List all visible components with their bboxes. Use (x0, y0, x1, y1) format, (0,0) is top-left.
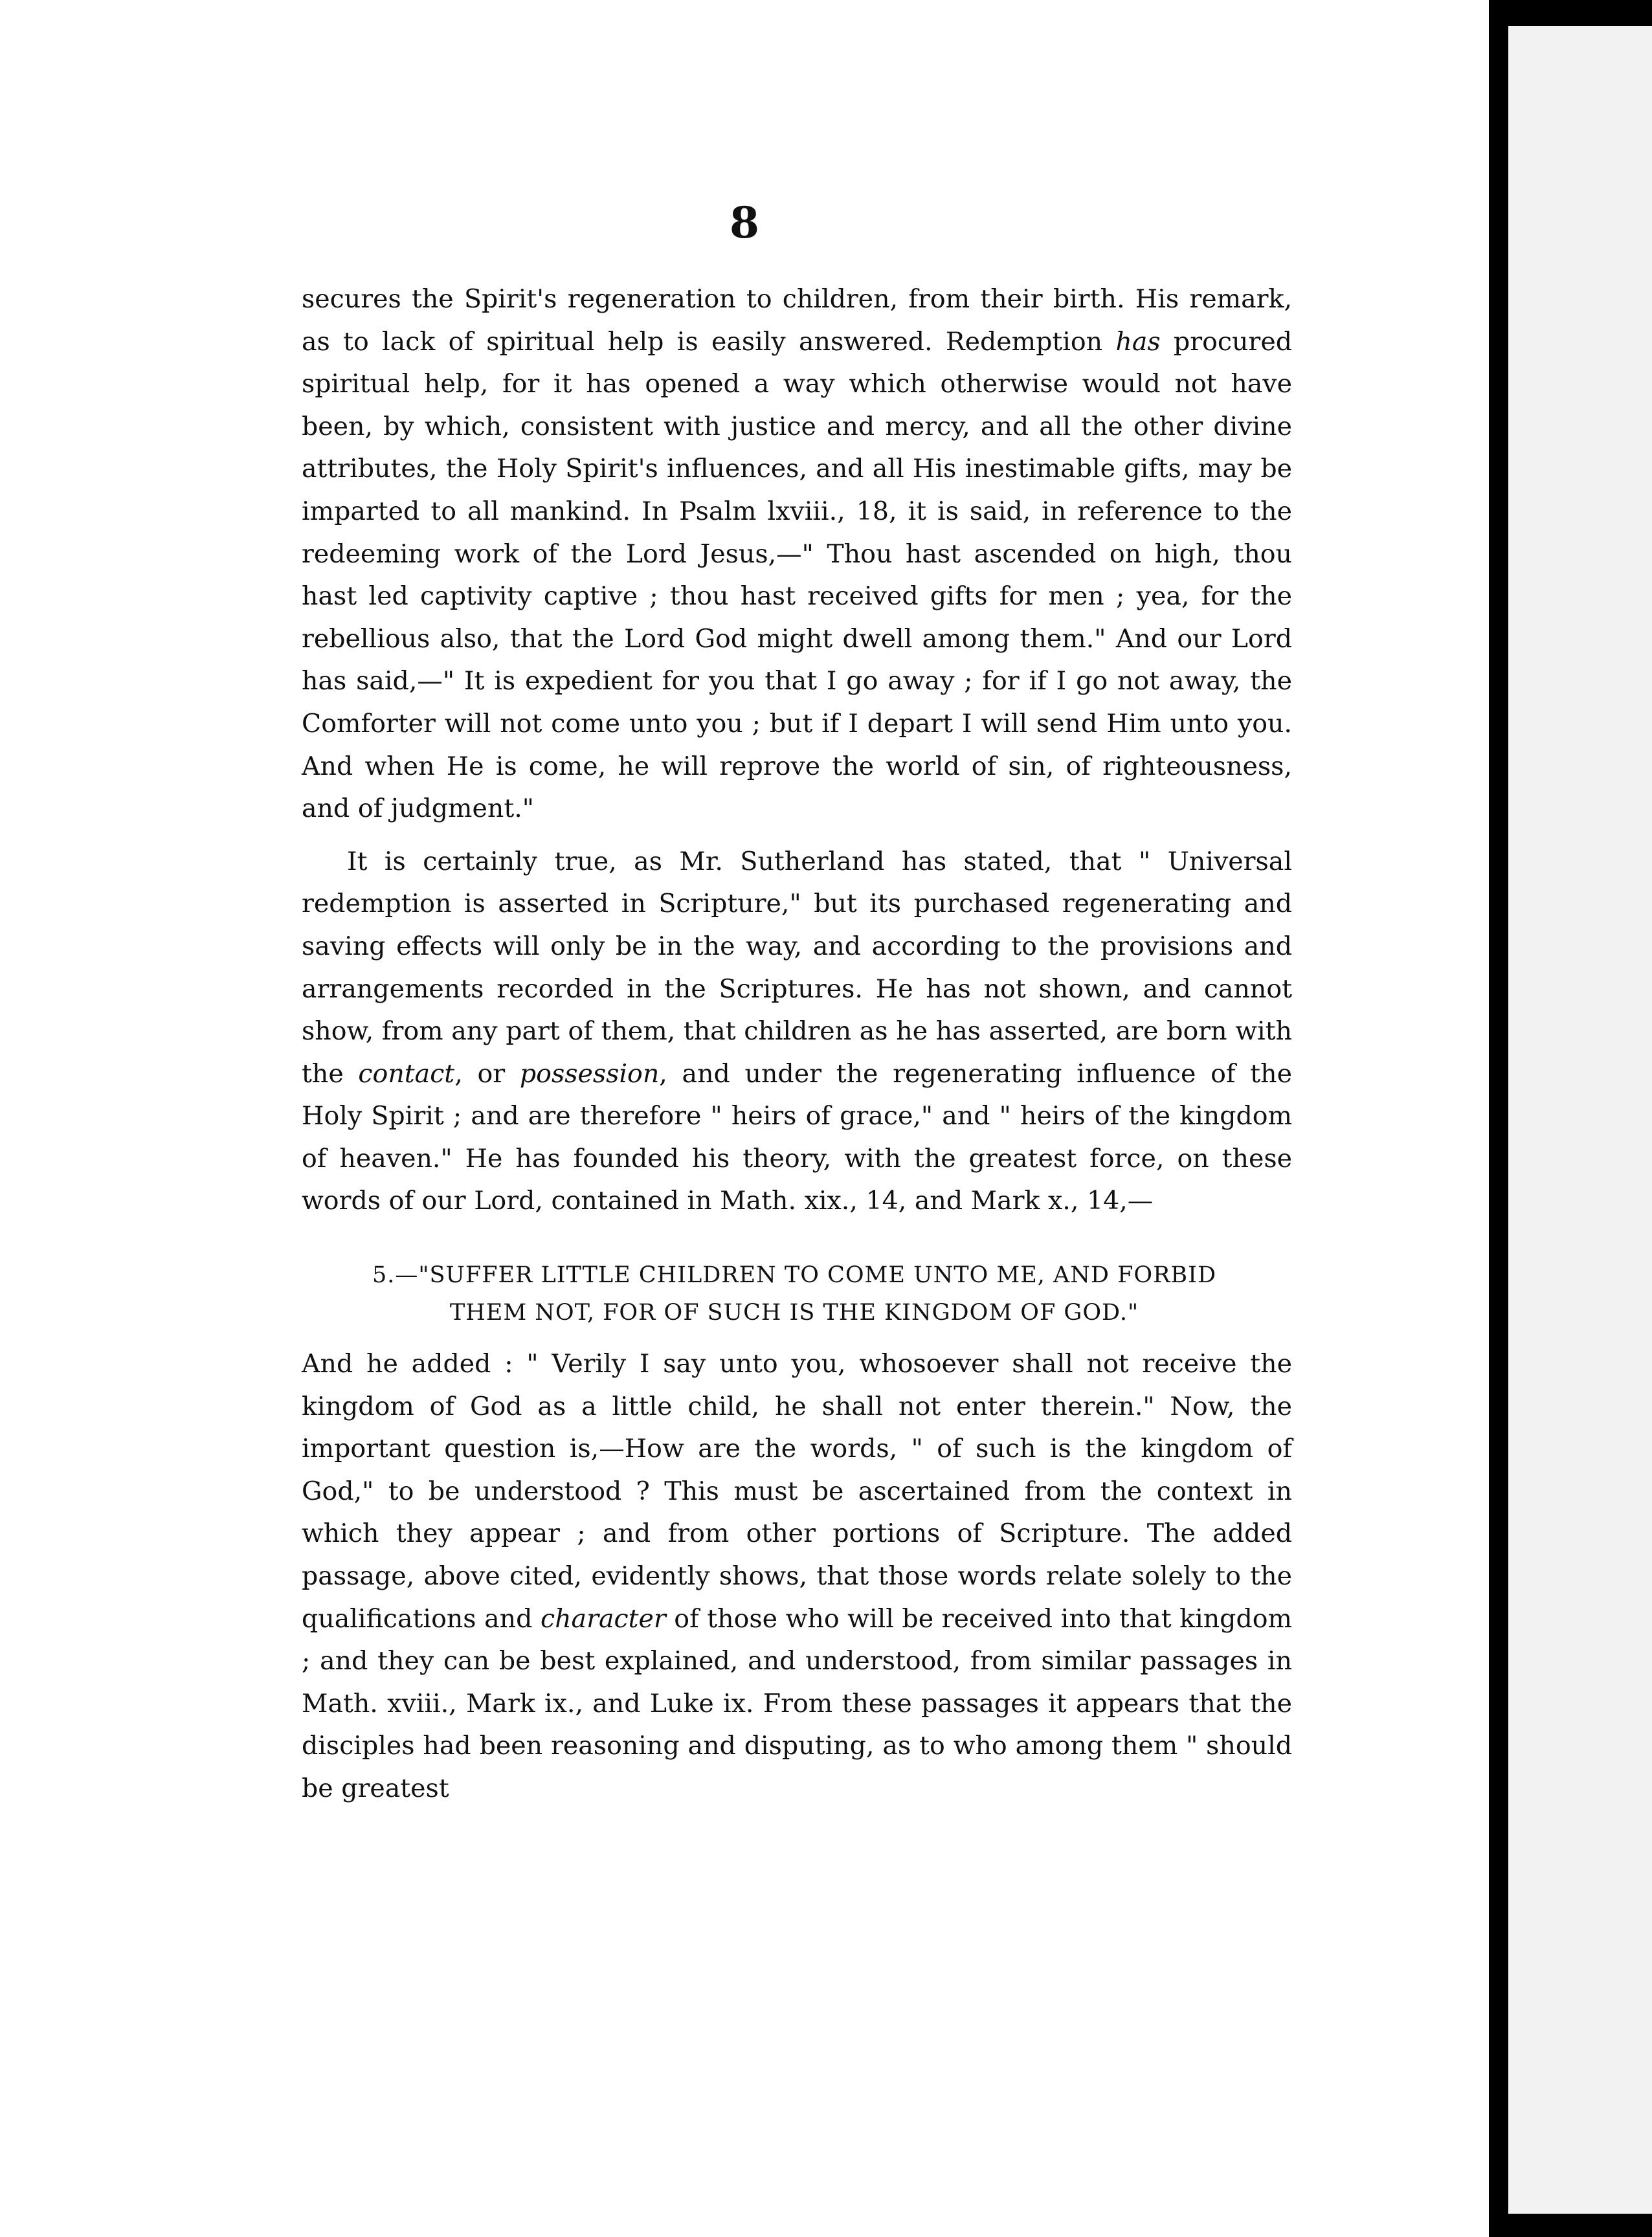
paragraph-2-text-b: , or (454, 1058, 520, 1089)
paragraph-3 (302, 1343, 1292, 1810)
section-heading (296, 1256, 1292, 1331)
section-heading-line-1: 5.—"SUFFER LITTLE CHILDREN TO COME UNTO ME, AND FORBID (372, 1262, 1217, 1289)
page-number: 8 (730, 197, 759, 248)
adjacent-page-edge (1508, 26, 1652, 2214)
paragraph-2-text-c: , and under the regenerating influence of the Holy Spirit ; and are therefore " heirs of grace," and " heirs of the kingdom of heaven." He has founded his theory, with the greatest force, on these words of our Lord, contained in Math. xix., 14, and Mark x., 14,— (302, 1058, 1292, 1216)
paragraph-2-italic-contact: contact (358, 1058, 455, 1089)
section-heading-line-2: THEM NOT, FOR OF SUCH IS THE KINGDOM OF GOD." (449, 1300, 1139, 1326)
paragraph-3-text-a: And he added : " Verily I say unto you, whosoever shall not receive the kingdom of God as a little child, he shall not enter therein." Now, the important question is,—How are the words, " of such is the kingdom of God," to be understood ? This must be ascertained from the context in which they appear ; and from other portions of Scripture. The added passage, above cited, evidently shows, that those words relate solely to the qualifications and (302, 1349, 1292, 1634)
paragraph-2-text-a: It is certainly true, as Mr. Sutherland has stated, that " Universal redemption is asserted in Scripture," but its purchased regenerating and saving effects will only be in the way, and according to the provisions and arrangements recorded in the Scriptures. He has not shown, and cannot show, from any part of them, that children as he has asserted, are born with the (302, 846, 1292, 1089)
paragraph-2-italic-possession: possession (519, 1058, 660, 1089)
paragraph-1-italic-has: has (1115, 326, 1161, 357)
paragraph-1-text-b: procured spiritual help, for it has opened a way which otherwise would not have been, by which, consistent with justice and mercy, and all the other divine attributes, the Holy Spirit's influences, and all His inestimable gifts, may be imparted to all mankind. In Psalm lxviii., 18, it is said, in reference to the redeeming work of the Lord Jesus,—" Thou hast ascended on high, thou hast led captivity captive ; thou hast received gifts for men ; yea, for the rebellious also, that the Lord God might dwell among them." And our Lord has said,—" It is expedient for you that I go away ; for if I go not away, the Comforter will not come unto you ; but if I depart I will send Him unto you. And when He is come, he will reprove the world of sin, of righteousness, and of judgment." (302, 326, 1292, 824)
paragraph-1 (302, 278, 1292, 830)
body-text (302, 278, 1292, 1810)
paragraph-3-text-b: of those who will be received into that kingdom ; and they can be best explained, and understood, from similar passages in Math. xviii., Mark ix., and Luke ix. From these passages it appears that the disciples had been reasoning and disputing, as to who among them " should be greatest (302, 1603, 1292, 1803)
paragraph-1-text-a: secures the Spirit's regeneration to children, from their birth. His remark, as to lack of spiritual help is easily answered. Redemption (302, 284, 1292, 357)
paragraph-3-italic-character: character (540, 1603, 666, 1634)
paragraph-2 (302, 841, 1292, 1223)
